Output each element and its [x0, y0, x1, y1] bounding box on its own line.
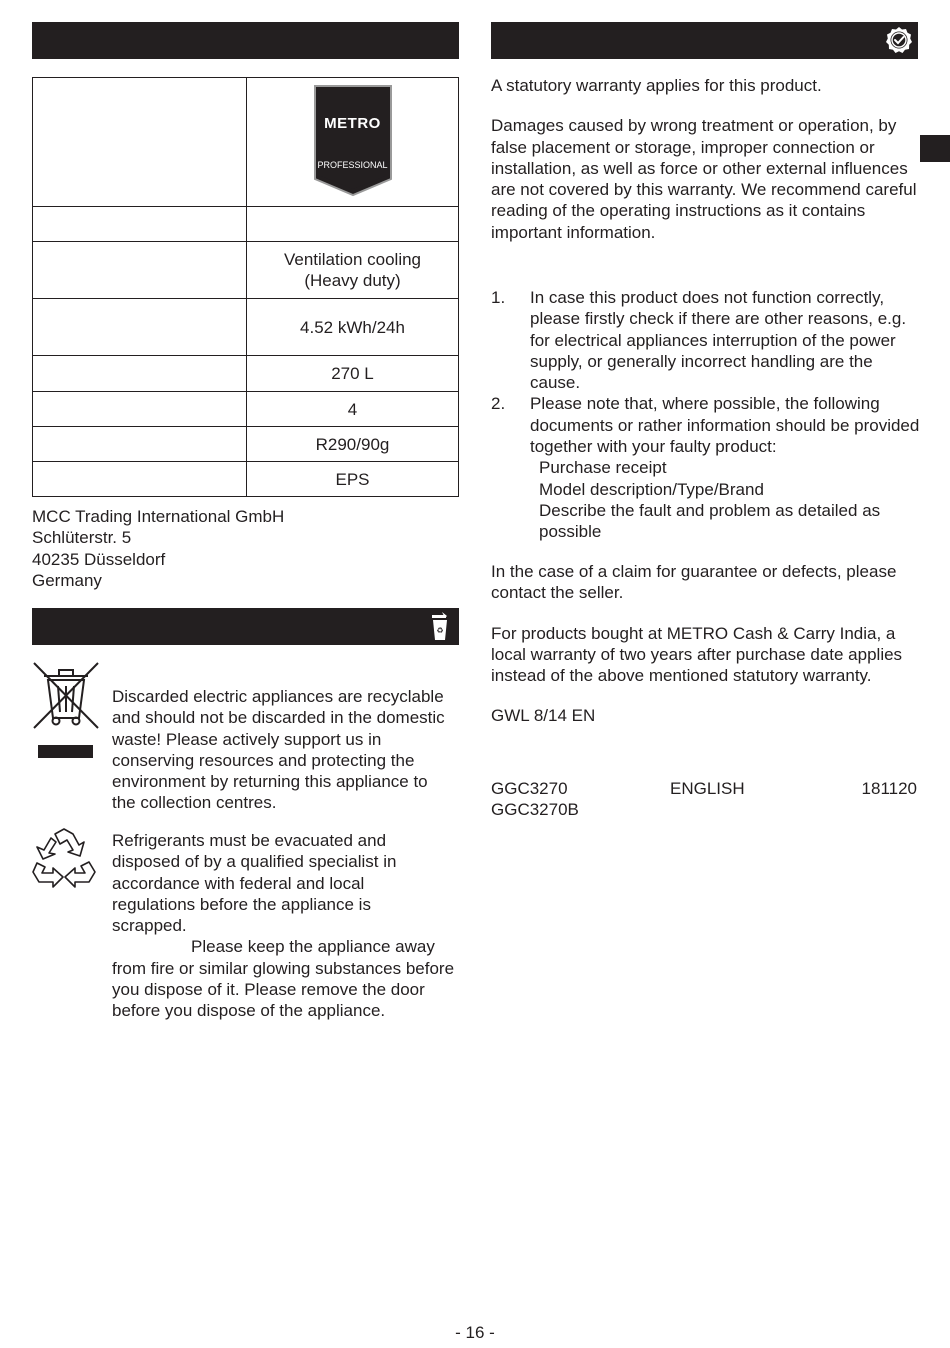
- list-sub-item: Model description/Type/Brand: [539, 479, 764, 499]
- logo-brand-text: METRO: [324, 114, 381, 132]
- manufacturer-address: [32, 506, 432, 591]
- table-cell-value: 270 L: [247, 356, 459, 392]
- list-item: [491, 393, 921, 542]
- warranty-list: [491, 287, 921, 543]
- list-sub-item: Purchase receipt: [539, 458, 667, 478]
- metro-professional-logo: [311, 83, 395, 197]
- recycling-arrows-icon: [31, 826, 97, 897]
- list-sub-item: Describe the fault and problem as detailed as possible: [539, 500, 881, 542]
- refrigerant-text: Refrigerants must be evacuated and disposed of by a qualified specialist in accordance with federal and local regulations before the appliance is scrapped.: [112, 831, 397, 936]
- table-row: [33, 207, 459, 242]
- date-code: 181120: [861, 779, 917, 798]
- spec-table: [32, 77, 459, 497]
- address-line: MCC Trading International GmbH: [32, 507, 285, 526]
- refrigerant-disposal-block: [112, 830, 457, 1022]
- model-footer: [491, 778, 918, 822]
- crossed-out-wheelie-bin-icon: [32, 662, 100, 765]
- table-row: [33, 427, 459, 462]
- language-label: ENGLISH: [670, 779, 745, 798]
- table-cell-logo: [247, 78, 459, 207]
- fire-warning-text: Please keep the appliance away from fire or similar glowing substances before you dispose of it. Please remove the door before you dispose of the appliance.: [112, 937, 455, 1021]
- model-number: GGC3270B: [491, 800, 579, 819]
- table-cell-value: [247, 207, 459, 242]
- model-number: GGC3270: [491, 779, 568, 798]
- warranty-intro: A statutory warranty applies for this product.: [491, 76, 822, 95]
- warranty-damages: Damages caused by wrong treatment or operation, by false placement or storage, improper connection or installation, as well as force or other external influences are not covered by this warranty. We recommend careful reading of the operating instructions as it contains important information.: [491, 116, 917, 242]
- table-cell-value: Ventilation cooling (Heavy duty): [247, 242, 459, 299]
- table-cell-key: [33, 392, 247, 427]
- table-cell-value: R290/90g: [247, 427, 459, 462]
- table-cell-value: EPS: [247, 462, 459, 497]
- address-line: 40235 Düsseldorf: [32, 549, 166, 569]
- list-item: [491, 287, 921, 393]
- weee-disposal-text: Discarded electric appliances are recyclable and should not be discarded in the domestic waste! Please actively support us in conserving resources and protecting the environment by returning this appliance to the collection centres.: [112, 687, 445, 813]
- table-row: [33, 462, 459, 497]
- address-line: Germany: [32, 570, 102, 590]
- section-header-bar-warranty: [491, 22, 918, 59]
- checkmark-badge-icon: [885, 26, 913, 59]
- recycle-bin-icon: [430, 612, 450, 647]
- language-side-tab: [920, 135, 950, 162]
- logo-sub-text: PROFESSIONAL: [317, 159, 388, 170]
- svg-text:♻: ♻: [436, 626, 444, 635]
- warranty-india: For products bought at METRO Cash & Carry India, a local warranty of two years after purchase date applies instead of the above mentioned statutory warranty.: [491, 623, 903, 686]
- table-row: [33, 78, 459, 207]
- table-cell-key: [33, 78, 247, 207]
- table-row: [33, 299, 459, 356]
- table-cell-key: [33, 462, 247, 497]
- list-item-number: 1.: [491, 288, 506, 307]
- table-row: [33, 392, 459, 427]
- table-cell-key: [33, 299, 247, 356]
- table-cell-value: 4.52 kWh/24h: [247, 299, 459, 356]
- warranty-claim: In the case of a claim for guarantee or defects, please contact the seller.: [491, 562, 897, 603]
- warranty-closing-block: [491, 561, 916, 727]
- table-cell-key: [33, 242, 247, 299]
- list-item-text: In case this product does not function correctly, please firstly check if there are other reasons, e.g. for electrical appliances interruption of the power supply, or generally incorrect handling are the cause.: [530, 288, 907, 393]
- warranty-code: GWL 8/14 EN: [491, 706, 596, 726]
- table-cell-value: 4: [247, 392, 459, 427]
- table-cell-key: [33, 356, 247, 392]
- address-line: Schlüterstr. 5: [32, 528, 132, 548]
- warranty-text-block: [491, 75, 921, 243]
- table-cell-key: [33, 427, 247, 462]
- table-row: [33, 356, 459, 392]
- list-item-number: 2.: [491, 394, 506, 414]
- table-cell-key: [33, 207, 247, 242]
- section-header-bar-technical-data: [32, 22, 459, 59]
- section-header-bar-disposal: [32, 608, 459, 645]
- page-number: - 16 -: [455, 1323, 495, 1342]
- table-row: [33, 242, 459, 299]
- list-item-text: Please note that, where possible, the following documents or rather information should be provided together with your faulty product:: [530, 394, 920, 457]
